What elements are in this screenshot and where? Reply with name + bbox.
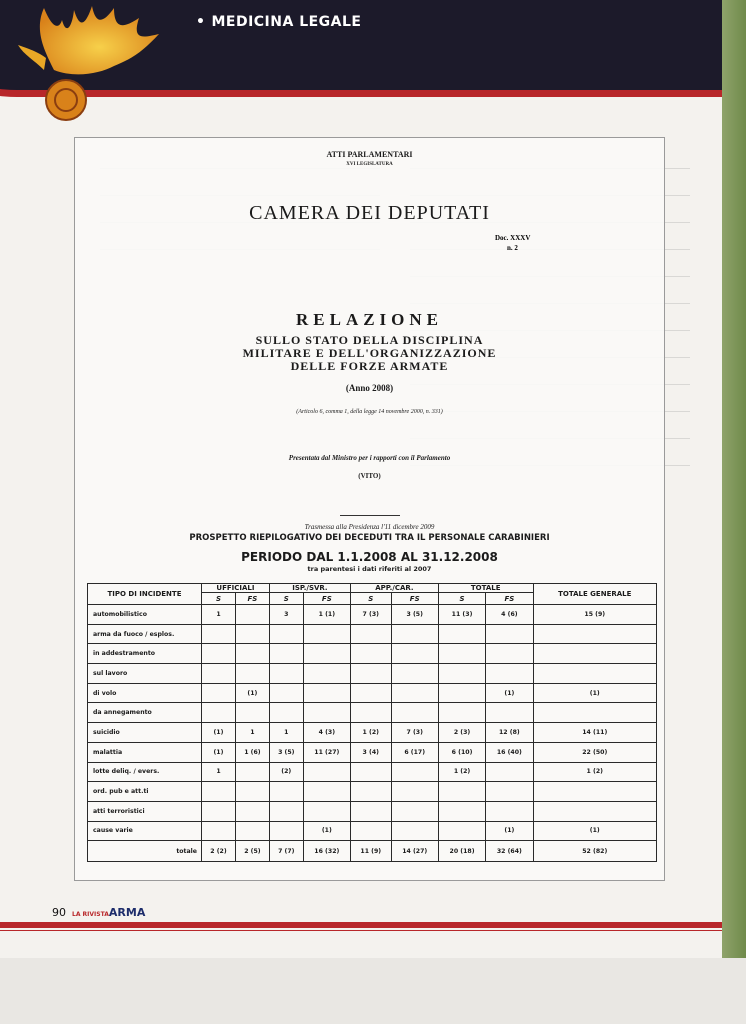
header-app: APP./CAR.	[350, 584, 438, 593]
table-cell	[350, 821, 391, 841]
table-cell: (1)	[486, 821, 533, 841]
total-cell: 7 (7)	[269, 841, 303, 862]
table-cell	[235, 664, 269, 684]
table-cell: 14 (11)	[533, 723, 656, 743]
row-label: arma da fuoco / esplos.	[88, 624, 202, 644]
table-row	[88, 742, 657, 762]
table-cell	[350, 664, 391, 684]
trasmessa: Trasmessa alla Presidenza l'11 dicembre 2009	[304, 523, 435, 531]
table-cell: (1)	[533, 821, 656, 841]
table-cell	[235, 762, 269, 782]
table-cell: 11 (27)	[303, 742, 350, 762]
row-label: cause varie	[88, 821, 202, 841]
table-row	[88, 821, 657, 841]
header-isp: ISP./SVR.	[269, 584, 350, 593]
table-cell	[438, 664, 485, 684]
table-cell: 6 (10)	[438, 742, 485, 762]
table-row	[88, 762, 657, 782]
table-cell: 1	[202, 605, 236, 625]
table-cell	[391, 683, 438, 703]
table-cell	[533, 664, 656, 684]
table-cell: 4 (3)	[303, 723, 350, 743]
section-title: • MEDICINA LEGALE	[196, 14, 361, 30]
table-cell	[235, 605, 269, 625]
table-cell: 3 (5)	[391, 605, 438, 625]
deceased-table	[87, 583, 657, 862]
table-cell	[235, 624, 269, 644]
table-cell: 1 (2)	[350, 723, 391, 743]
table-row	[88, 801, 657, 821]
table-cell	[533, 703, 656, 723]
table-cell: (1)	[235, 683, 269, 703]
table-cell	[486, 782, 533, 802]
header-totale-generale: TOTALE GENERALE	[533, 584, 656, 605]
table-cell: 1 (2)	[438, 762, 485, 782]
table-cell	[486, 703, 533, 723]
table-cell	[350, 703, 391, 723]
table-cell	[303, 703, 350, 723]
table-cell: 2 (3)	[438, 723, 485, 743]
table-cell: 15 (9)	[533, 605, 656, 625]
total-cell: 20 (18)	[438, 841, 485, 862]
table-cell	[202, 683, 236, 703]
table-cell	[391, 801, 438, 821]
logo-text: ARMA	[108, 906, 146, 919]
row-label: da annegamento	[88, 703, 202, 723]
carabinieri-flame-icon	[14, 0, 174, 130]
row-label: automobilistico	[88, 605, 202, 625]
table-cell: 3 (4)	[350, 742, 391, 762]
table-cell	[533, 782, 656, 802]
table-cell	[269, 782, 303, 802]
total-cell: 14 (27)	[391, 841, 438, 862]
subheader-fs: FS	[486, 593, 533, 605]
total-cell: 2 (2)	[202, 841, 236, 862]
total-cell: 2 (5)	[235, 841, 269, 862]
subheader-s: S	[202, 593, 236, 605]
legislatura: XVI LEGISLATURA	[346, 162, 393, 167]
row-label: malattia	[88, 742, 202, 762]
subheader-fs: FS	[391, 593, 438, 605]
table-cell	[391, 703, 438, 723]
subheader-s: S	[350, 593, 391, 605]
logo-small-text: LA RIVISTA	[72, 911, 109, 918]
scan-background	[0, 958, 746, 1024]
table-cell	[533, 801, 656, 821]
table-row	[88, 664, 657, 684]
table-cell	[438, 703, 485, 723]
table-cell	[303, 782, 350, 802]
table-cell: (1)	[202, 723, 236, 743]
table-cell	[391, 664, 438, 684]
anno: (Anno 2008)	[345, 383, 394, 393]
table-cell: 7 (3)	[391, 723, 438, 743]
parliament-document	[74, 137, 665, 881]
header-tipo: TIPO DI INCIDENTE	[88, 584, 202, 605]
table-row	[88, 782, 657, 802]
row-label: ord. pub e att.ti	[88, 782, 202, 802]
row-label: atti terroristici	[88, 801, 202, 821]
presentata: Presentata dal Ministro per i rapporti con il Parlamento	[288, 454, 451, 462]
table-cell: 3 (5)	[269, 742, 303, 762]
table-cell	[202, 664, 236, 684]
table-cell: (1)	[533, 683, 656, 703]
table-row	[88, 644, 657, 664]
table-cell	[350, 801, 391, 821]
table-cell	[486, 644, 533, 664]
table-cell	[235, 821, 269, 841]
table-cell	[303, 664, 350, 684]
table-cell: (1)	[486, 683, 533, 703]
table-cell	[269, 821, 303, 841]
table-cell: 1 (2)	[533, 762, 656, 782]
total-cell: 32 (64)	[486, 841, 533, 862]
table-cell: (1)	[202, 742, 236, 762]
table-cell	[303, 644, 350, 664]
table-cell	[202, 821, 236, 841]
table-row	[88, 605, 657, 625]
subheader-s: S	[269, 593, 303, 605]
table-cell: 11 (3)	[438, 605, 485, 625]
subtitle-line-3: DELLE FORZE ARMATE	[290, 359, 449, 373]
total-label: totale	[88, 841, 202, 862]
prospetto-title: PROSPETTO RIEPILOGATIVO DEI DECEDUTI TRA IL PERSONALE CARABINIERI	[189, 533, 550, 543]
table-cell: 1 (1)	[303, 605, 350, 625]
subheader-fs: FS	[303, 593, 350, 605]
table-cell	[269, 683, 303, 703]
table-cell	[350, 683, 391, 703]
table-cell	[350, 762, 391, 782]
table-cell	[303, 762, 350, 782]
table-cell: 1 (6)	[235, 742, 269, 762]
table-cell	[235, 644, 269, 664]
total-cell: 16 (32)	[303, 841, 350, 862]
subheader-fs: FS	[235, 593, 269, 605]
table-cell	[486, 801, 533, 821]
footer-rule-thin	[0, 930, 722, 931]
table-cell	[202, 644, 236, 664]
table-cell	[235, 782, 269, 802]
table-cell	[438, 821, 485, 841]
header-ufficiali: UFFICIALI	[202, 584, 270, 593]
table-cell	[269, 644, 303, 664]
table-cell	[269, 664, 303, 684]
row-label: in addestramento	[88, 644, 202, 664]
table-cell	[533, 644, 656, 664]
table-cell	[438, 624, 485, 644]
table-cell	[235, 703, 269, 723]
table-cell	[391, 762, 438, 782]
atti-parlamentari: ATTI PARLAMENTARI	[326, 150, 413, 159]
periodo: PERIODO DAL 1.1.2008 AL 31.12.2008	[241, 550, 498, 564]
table-cell	[235, 801, 269, 821]
table-cell	[202, 624, 236, 644]
divider	[340, 515, 400, 516]
doc-number: Doc. XXXV	[495, 234, 531, 242]
table-cell: 1	[235, 723, 269, 743]
table-cell	[202, 782, 236, 802]
table-cell: 16 (40)	[486, 742, 533, 762]
table-cell	[303, 801, 350, 821]
table-cell	[350, 644, 391, 664]
table-cell: 7 (3)	[350, 605, 391, 625]
table-cell	[486, 664, 533, 684]
table-cell	[303, 624, 350, 644]
table-cell: 4 (6)	[486, 605, 533, 625]
row-label: di volo	[88, 683, 202, 703]
row-label: suicidio	[88, 723, 202, 743]
subheader-s: S	[438, 593, 485, 605]
table-row	[88, 683, 657, 703]
header-totale: TOTALE	[438, 584, 533, 593]
table-row	[88, 703, 657, 723]
table-cell: 6 (17)	[391, 742, 438, 762]
table-cell: (1)	[303, 821, 350, 841]
table-cell	[438, 683, 485, 703]
table-cell: 22 (50)	[533, 742, 656, 762]
table-cell	[391, 624, 438, 644]
table-cell	[269, 624, 303, 644]
table-cell	[438, 644, 485, 664]
table-cell: 3	[269, 605, 303, 625]
table-cell	[202, 801, 236, 821]
table-cell	[486, 624, 533, 644]
subtitle-line-1: SULLO STATO DELLA DISCIPLINA	[255, 333, 484, 347]
table-cell	[438, 782, 485, 802]
table-cell	[303, 683, 350, 703]
articolo-reference: (Articolo 6, comma 1, della legge 14 novembre 2000, n. 331)	[296, 409, 443, 415]
table-cell	[350, 782, 391, 802]
table-cell	[391, 782, 438, 802]
table-row	[88, 624, 657, 644]
footer-rule	[0, 922, 722, 928]
table-cell	[269, 703, 303, 723]
camera-title: CAMERA DEI DEPUTATI	[249, 202, 490, 224]
table-cell	[533, 624, 656, 644]
vito: (VITO)	[358, 472, 381, 480]
magazine-logo	[72, 906, 145, 919]
table-cell	[438, 801, 485, 821]
table-cell	[391, 644, 438, 664]
relazione-title: RELAZIONE	[295, 310, 444, 329]
subtitle-line-2: MILITARE E DELL'ORGANIZZAZIONE	[242, 346, 497, 360]
total-cell: 11 (9)	[350, 841, 391, 862]
table-cell: 12 (8)	[486, 723, 533, 743]
table-cell	[350, 624, 391, 644]
table-cell	[202, 703, 236, 723]
total-row	[88, 841, 657, 862]
table-cell: 1	[269, 723, 303, 743]
table-cell: (2)	[269, 762, 303, 782]
row-label: lotte deliq. / evers.	[88, 762, 202, 782]
parentesi-note: tra parentesi i dati riferiti al 2007	[307, 565, 432, 573]
total-cell: 52 (82)	[533, 841, 656, 862]
adjacent-page-edge	[722, 0, 746, 1024]
page-number: 90	[52, 906, 66, 919]
table-row	[88, 723, 657, 743]
table-cell: 1	[202, 762, 236, 782]
doc-n: n. 2	[507, 244, 518, 252]
row-label: sul lavoro	[88, 664, 202, 684]
table-cell	[486, 762, 533, 782]
table-cell	[391, 821, 438, 841]
table-cell	[269, 801, 303, 821]
